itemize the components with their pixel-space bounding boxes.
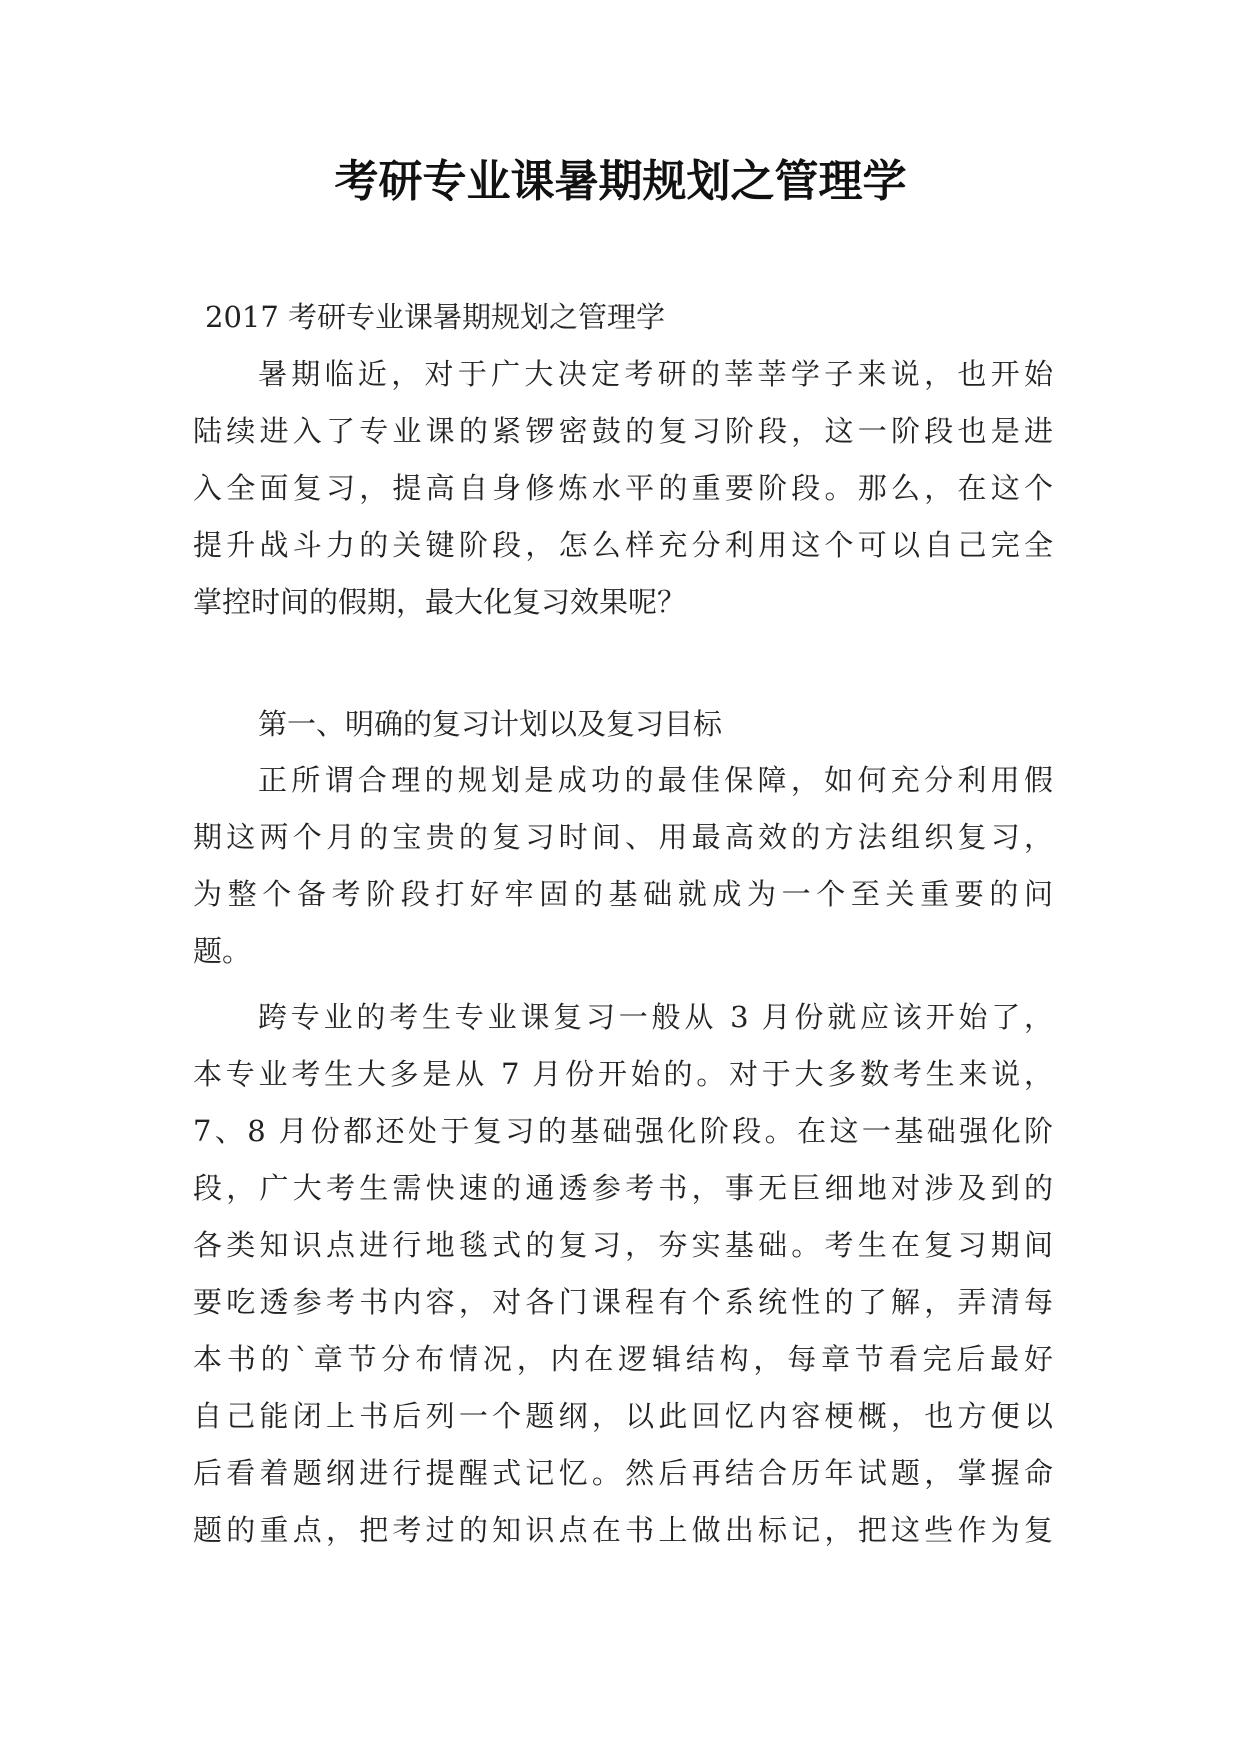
text-line: 为整个备考阶段打好牢固的基础就成为一个至关重要的问: [193, 877, 1053, 911]
text-line: 题的重点，把考过的知识点在书上做出标记，把这些作为复: [193, 1513, 1053, 1547]
text-line: 跨专业的考生专业课复习一般从 3 月份就应该开始了，: [258, 1000, 1053, 1034]
text-line: 提升战斗力的关键阶段，怎么样充分利用这个可以自己完全: [193, 528, 1053, 562]
text-line: 后看着题纲进行提醒式记忆。然后再结合历年试题，掌握命: [193, 1456, 1053, 1490]
document-subtitle: 2017 考研专业课暑期规划之管理学: [205, 300, 666, 334]
text-line: 要吃透参考书内容，对各门课程有个系统性的了解，弄清每: [193, 1285, 1053, 1319]
document-title: 考研专业课暑期规划之管理学: [334, 156, 907, 207]
paragraph-schedule: [193, 989, 1053, 1559]
text-line: 陆续进入了专业课的紧锣密鼓的复习阶段，这一阶段也是进: [193, 414, 1053, 448]
text-line: 本书的`章节分布情况，内在逻辑结构，每章节看完后最好: [193, 1342, 1053, 1376]
text-line: 题。: [193, 934, 252, 968]
section-heading-plan: [193, 696, 1053, 753]
section-heading: 第一、明确的复习计划以及复习目标: [258, 707, 723, 741]
text-line: 入全面复习，提高自身修炼水平的重要阶段。那么，在这个: [193, 471, 1053, 505]
text-line: 段，广大考生需快速的通透参考书，事无巨细地对涉及到的: [193, 1171, 1053, 1205]
paragraph-summer-intro: [193, 346, 1053, 631]
text-line: 掌控时间的假期，最大化复习效果呢？: [193, 585, 687, 619]
text-line: 自己能闭上书后列一个题纲，以此回忆内容梗概，也方便以: [193, 1399, 1053, 1433]
text-line: 7、8 月份都还处于复习的基础强化阶段。在这一基础强化阶: [193, 1114, 1053, 1148]
text-line: 暑期临近，对于广大决定考研的莘莘学子来说，也开始: [258, 357, 1053, 391]
text-line: 正所谓合理的规划是成功的最佳保障，如何充分利用假: [258, 763, 1053, 797]
text-line: 期这两个月的宝贵的复习时间、用最高效的方法组织复习，: [193, 820, 1053, 854]
paragraph-planning: [193, 752, 1053, 980]
text-line: 本专业考生大多是从 7 月份开始的。对于大多数考生来说，: [193, 1057, 1053, 1091]
text-line: 各类知识点进行地毯式的复习，夯实基础。考生在复习期间: [193, 1228, 1053, 1262]
